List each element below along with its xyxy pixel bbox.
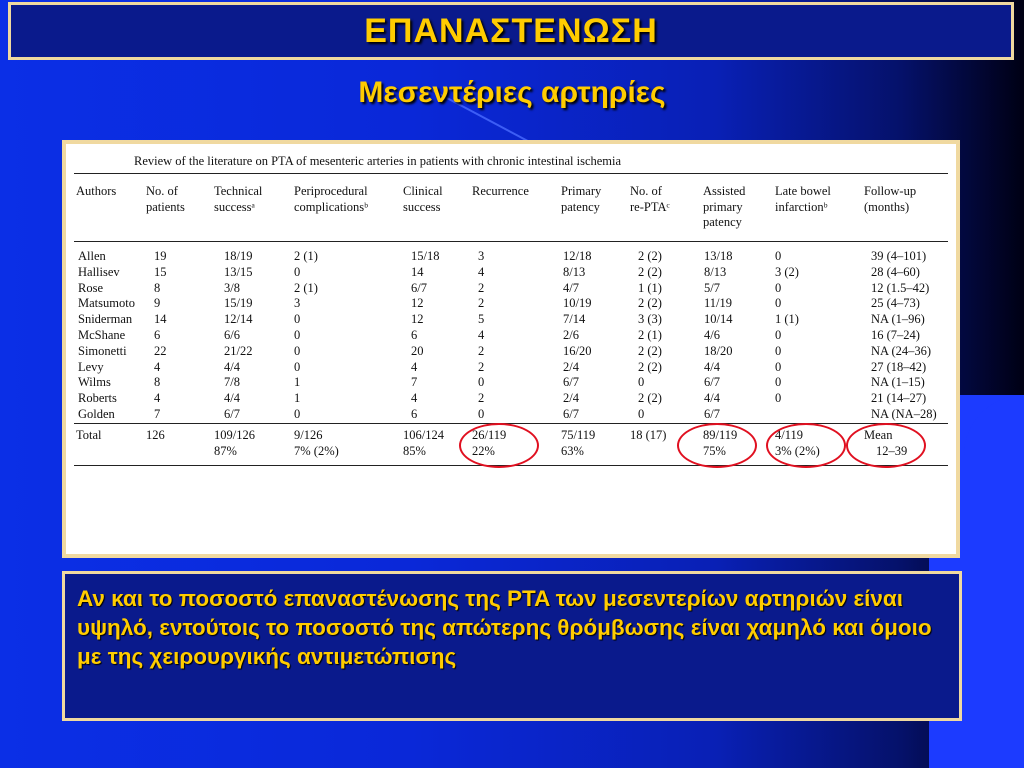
table-header-cell: Late bowel: [775, 184, 831, 198]
table-author-cell: Rose: [78, 280, 103, 295]
table-header-cell: patency: [561, 199, 600, 214]
table-total-cell: 3% (2%): [775, 443, 820, 458]
table-cell: 9: [154, 296, 161, 311]
literature-table-panel: [62, 140, 960, 558]
table-header-cell: (months): [864, 199, 910, 214]
table-header-cell: No. of: [630, 184, 662, 198]
table-cell: 8/13: [704, 264, 727, 279]
table-cell: 1 (1): [638, 280, 662, 295]
table-cell: 4: [411, 391, 418, 406]
table-cell: 0: [294, 359, 301, 374]
table-cell: 12/14: [224, 312, 253, 327]
table-cell: 6/7: [704, 407, 720, 421]
title-box: [8, 2, 1014, 60]
table-rule-header: [74, 241, 948, 242]
table-header-cell: infarctionᵇ: [775, 199, 828, 214]
table-cell: 2/4: [563, 391, 579, 406]
table-author-cell: Sniderman: [78, 312, 133, 327]
table-cell: 2 (2): [638, 359, 662, 374]
table-cell: 7: [411, 375, 418, 390]
table-header-cell: complicationsᵇ: [294, 199, 368, 214]
table-header-cell: re-PTAᶜ: [630, 199, 670, 214]
table-rule-top: [74, 173, 948, 174]
table-cell: 4/4: [224, 391, 240, 406]
table-cell: 7/14: [563, 312, 586, 327]
table-author-cell: Simonetti: [78, 343, 127, 358]
table-cell: 2 (2): [638, 391, 662, 406]
table-cell: 21/22: [224, 343, 253, 358]
table-cell: 6: [411, 407, 418, 421]
table-cell: 8: [154, 375, 161, 390]
table-author-cell: Roberts: [78, 391, 117, 406]
table-total-cell: 89/119: [703, 428, 738, 442]
table-cell: 14: [154, 312, 167, 327]
table-cell: 0: [294, 264, 301, 279]
table-cell: 28 (4–60): [871, 264, 920, 279]
table-total-cell: 26/119: [472, 428, 507, 442]
table-cell: 12/18: [563, 249, 592, 263]
table-cell: 0: [775, 280, 782, 295]
table-cell: 2/6: [563, 328, 579, 342]
table-cell: 4/6: [704, 328, 720, 342]
table-cell: 2 (2): [638, 343, 662, 358]
table-cell: 25 (4–73): [871, 296, 920, 311]
table-cell: 0: [478, 407, 485, 421]
table-cell: 18/19: [224, 249, 253, 263]
table-total-cell: 9/126: [294, 428, 323, 442]
table-cell: 16/20: [563, 343, 592, 358]
table-cell: 2: [478, 359, 485, 374]
table-total-cell: 87%: [214, 443, 237, 458]
table-author-cell: Matsumoto: [78, 296, 135, 311]
table-cell: 6/7: [563, 407, 579, 421]
table-cell: 0: [294, 343, 301, 358]
follow-up-highlight-circle: [846, 423, 926, 468]
table-cell: 6/7: [411, 280, 427, 295]
table-cell: 7: [154, 407, 161, 421]
table-cell: 1: [294, 391, 301, 406]
table-header-cell: Technical: [214, 184, 263, 198]
table-cell: 39 (4–101): [871, 249, 927, 263]
table-total-cell: 22%: [472, 443, 495, 458]
note-box: [62, 571, 962, 721]
table-cell: 3 (2): [775, 264, 799, 279]
late-infarction-highlight-circle: [766, 423, 846, 468]
table-cell: 2 (1): [638, 328, 662, 342]
table-author-cell: Allen: [78, 249, 106, 263]
table-cell: 21 (14–27): [871, 391, 927, 406]
table-cell: 10/14: [704, 312, 733, 327]
table-cell: 13/15: [224, 264, 253, 279]
table-cell: 6/7: [563, 375, 579, 390]
table-cell: 4: [411, 359, 418, 374]
table-cell: 4: [478, 264, 485, 279]
table-cell: 15: [154, 264, 167, 279]
table-total-cell: 18 (17): [630, 428, 667, 442]
table-cell: 6: [411, 328, 418, 342]
table-cell: 0: [775, 391, 782, 406]
table-cell: 0: [294, 407, 301, 421]
table-total-cell: 109/126: [214, 428, 255, 442]
table-cell: NA (1–15): [871, 375, 925, 390]
table-cell: 19: [154, 249, 167, 263]
table-cell: 3 (3): [638, 312, 662, 327]
table-cell: 8: [154, 280, 161, 295]
table-cell: 3: [478, 249, 485, 263]
table-header-cell: No. of: [146, 184, 178, 198]
table-header-cell: Recurrence: [472, 184, 529, 198]
table-cell: 0: [294, 312, 301, 327]
table-header-cell: primary: [703, 199, 743, 214]
table-cell: 3/8: [224, 280, 240, 295]
table-cell: 2: [478, 343, 485, 358]
table-cell: 6/7: [224, 407, 240, 421]
table-cell: 2 (1): [294, 280, 318, 295]
table-header-cell: success: [403, 199, 441, 214]
table-cell: 1: [294, 375, 301, 390]
table-header-cell: Follow-up: [864, 184, 917, 198]
slide-title: ΕΠΑΝΑΣΤΕΝΩΣΗ: [364, 11, 658, 50]
slide-subtitle: Μεσεντέριες αρτηρίες: [358, 76, 666, 109]
table-cell: 2: [478, 296, 485, 311]
table-cell: 20: [411, 343, 424, 358]
table-header-cell: Periprocedural: [294, 184, 368, 198]
table-cell: 12: [411, 312, 424, 327]
table-cell: 11/19: [704, 296, 733, 311]
table-cell: 4/7: [563, 280, 579, 295]
table-cell: 0: [638, 407, 645, 421]
table-cell: 2: [478, 280, 485, 295]
table-cell: 13/18: [704, 249, 733, 263]
table-total-cell: 75/119: [561, 428, 596, 442]
table-cell: 5: [478, 312, 485, 327]
table-header-cell: Authors: [76, 184, 117, 198]
table-cell: 6: [154, 328, 161, 342]
table-cell: 2 (2): [638, 249, 662, 263]
table-header-cell: successᵃ: [214, 199, 255, 214]
table-cell: 3: [294, 296, 301, 311]
table-total-cell: 106/124: [403, 428, 444, 442]
table-total-cell: Mean: [864, 428, 893, 442]
table-cell: 0: [775, 375, 782, 390]
table-author-cell: McShane: [78, 328, 126, 342]
table-cell: 8/13: [563, 264, 586, 279]
table-caption: Review of the literature on PTA of mesenteric arteries in patients with chronic intestinal ischemia: [134, 154, 622, 168]
table-cell: 6/6: [224, 328, 240, 342]
table-cell: NA (NA–28): [871, 407, 937, 421]
table-total-cell: 12–39: [876, 443, 908, 458]
table-total-cell: 63%: [561, 443, 584, 458]
table-cell: 22: [154, 343, 167, 358]
table-cell: 4/4: [224, 359, 240, 374]
table-cell: 4/4: [704, 391, 720, 406]
table-cell: NA (24–36): [871, 343, 932, 358]
table-cell: 14: [411, 264, 424, 279]
table-total-cell: 85%: [403, 443, 426, 458]
table-total-cell: 4/119: [775, 428, 804, 442]
recurrence-highlight-circle: [459, 423, 539, 468]
table-cell: 2 (1): [294, 249, 318, 263]
table-author-cell: Golden: [78, 407, 115, 421]
table-author-cell: Hallisev: [78, 264, 120, 279]
table-cell: 12 (1.5–42): [871, 280, 930, 295]
note-text: Αν και το ποσοστό επαναστένωσης της PTA των μεσεντερίων αρτηριών είναι υψηλό, εντούτοις το ποσοστό της απώτερης θρόμβωσης είναι χαμηλό και όμοιο με της χειρουργικής αντιμετώπισης: [77, 586, 932, 669]
table-cell: 0: [775, 343, 782, 358]
table-cell: 4: [478, 328, 485, 342]
table-cell: 2 (2): [638, 296, 662, 311]
table-cell: 4: [154, 359, 161, 374]
table-cell: 12: [411, 296, 424, 311]
table-cell: 4: [154, 391, 161, 406]
table-cell: 0: [775, 249, 782, 263]
table-header-cell: Clinical: [403, 184, 443, 198]
assisted-patency-highlight-circle: [677, 423, 757, 468]
table-header-cell: Assisted: [703, 184, 746, 198]
table-cell: 16 (7–24): [871, 328, 920, 342]
table-total-cell: 7% (2%): [294, 443, 339, 458]
table-cell: 4/4: [704, 359, 720, 374]
table-author-cell: Wilms: [78, 375, 111, 390]
table-total-cell: 126: [146, 428, 165, 442]
table-cell: 0: [638, 375, 645, 390]
table-cell: 5/7: [704, 280, 720, 295]
table-cell: 0: [294, 328, 301, 342]
table-author-cell: Levy: [78, 359, 104, 374]
table-cell: 10/19: [563, 296, 592, 311]
table-total-cell: 75%: [703, 443, 726, 458]
table-cell: 18/20: [704, 343, 733, 358]
table-cell: 1 (1): [775, 312, 799, 327]
table-cell: 6/7: [704, 375, 720, 390]
table-cell: 15/18: [411, 249, 440, 263]
table-cell: 2/4: [563, 359, 579, 374]
table-cell: 0: [775, 296, 782, 311]
table-cell: 7/8: [224, 375, 240, 390]
table-cell: 27 (18–42): [871, 359, 927, 374]
table-total-cell: Total: [76, 428, 102, 442]
table-header-cell: patients: [146, 199, 185, 214]
table-cell: 0: [775, 359, 782, 374]
table-cell: 2 (2): [638, 264, 662, 279]
table-cell: 15/19: [224, 296, 253, 311]
table-cell: 0: [478, 375, 485, 390]
table-header-cell: Primary: [561, 184, 602, 198]
table-cell: 0: [775, 328, 782, 342]
table-cell: 2: [478, 391, 485, 406]
table-cell: NA (1–96): [871, 312, 925, 327]
table-header-cell: patency: [703, 215, 742, 229]
